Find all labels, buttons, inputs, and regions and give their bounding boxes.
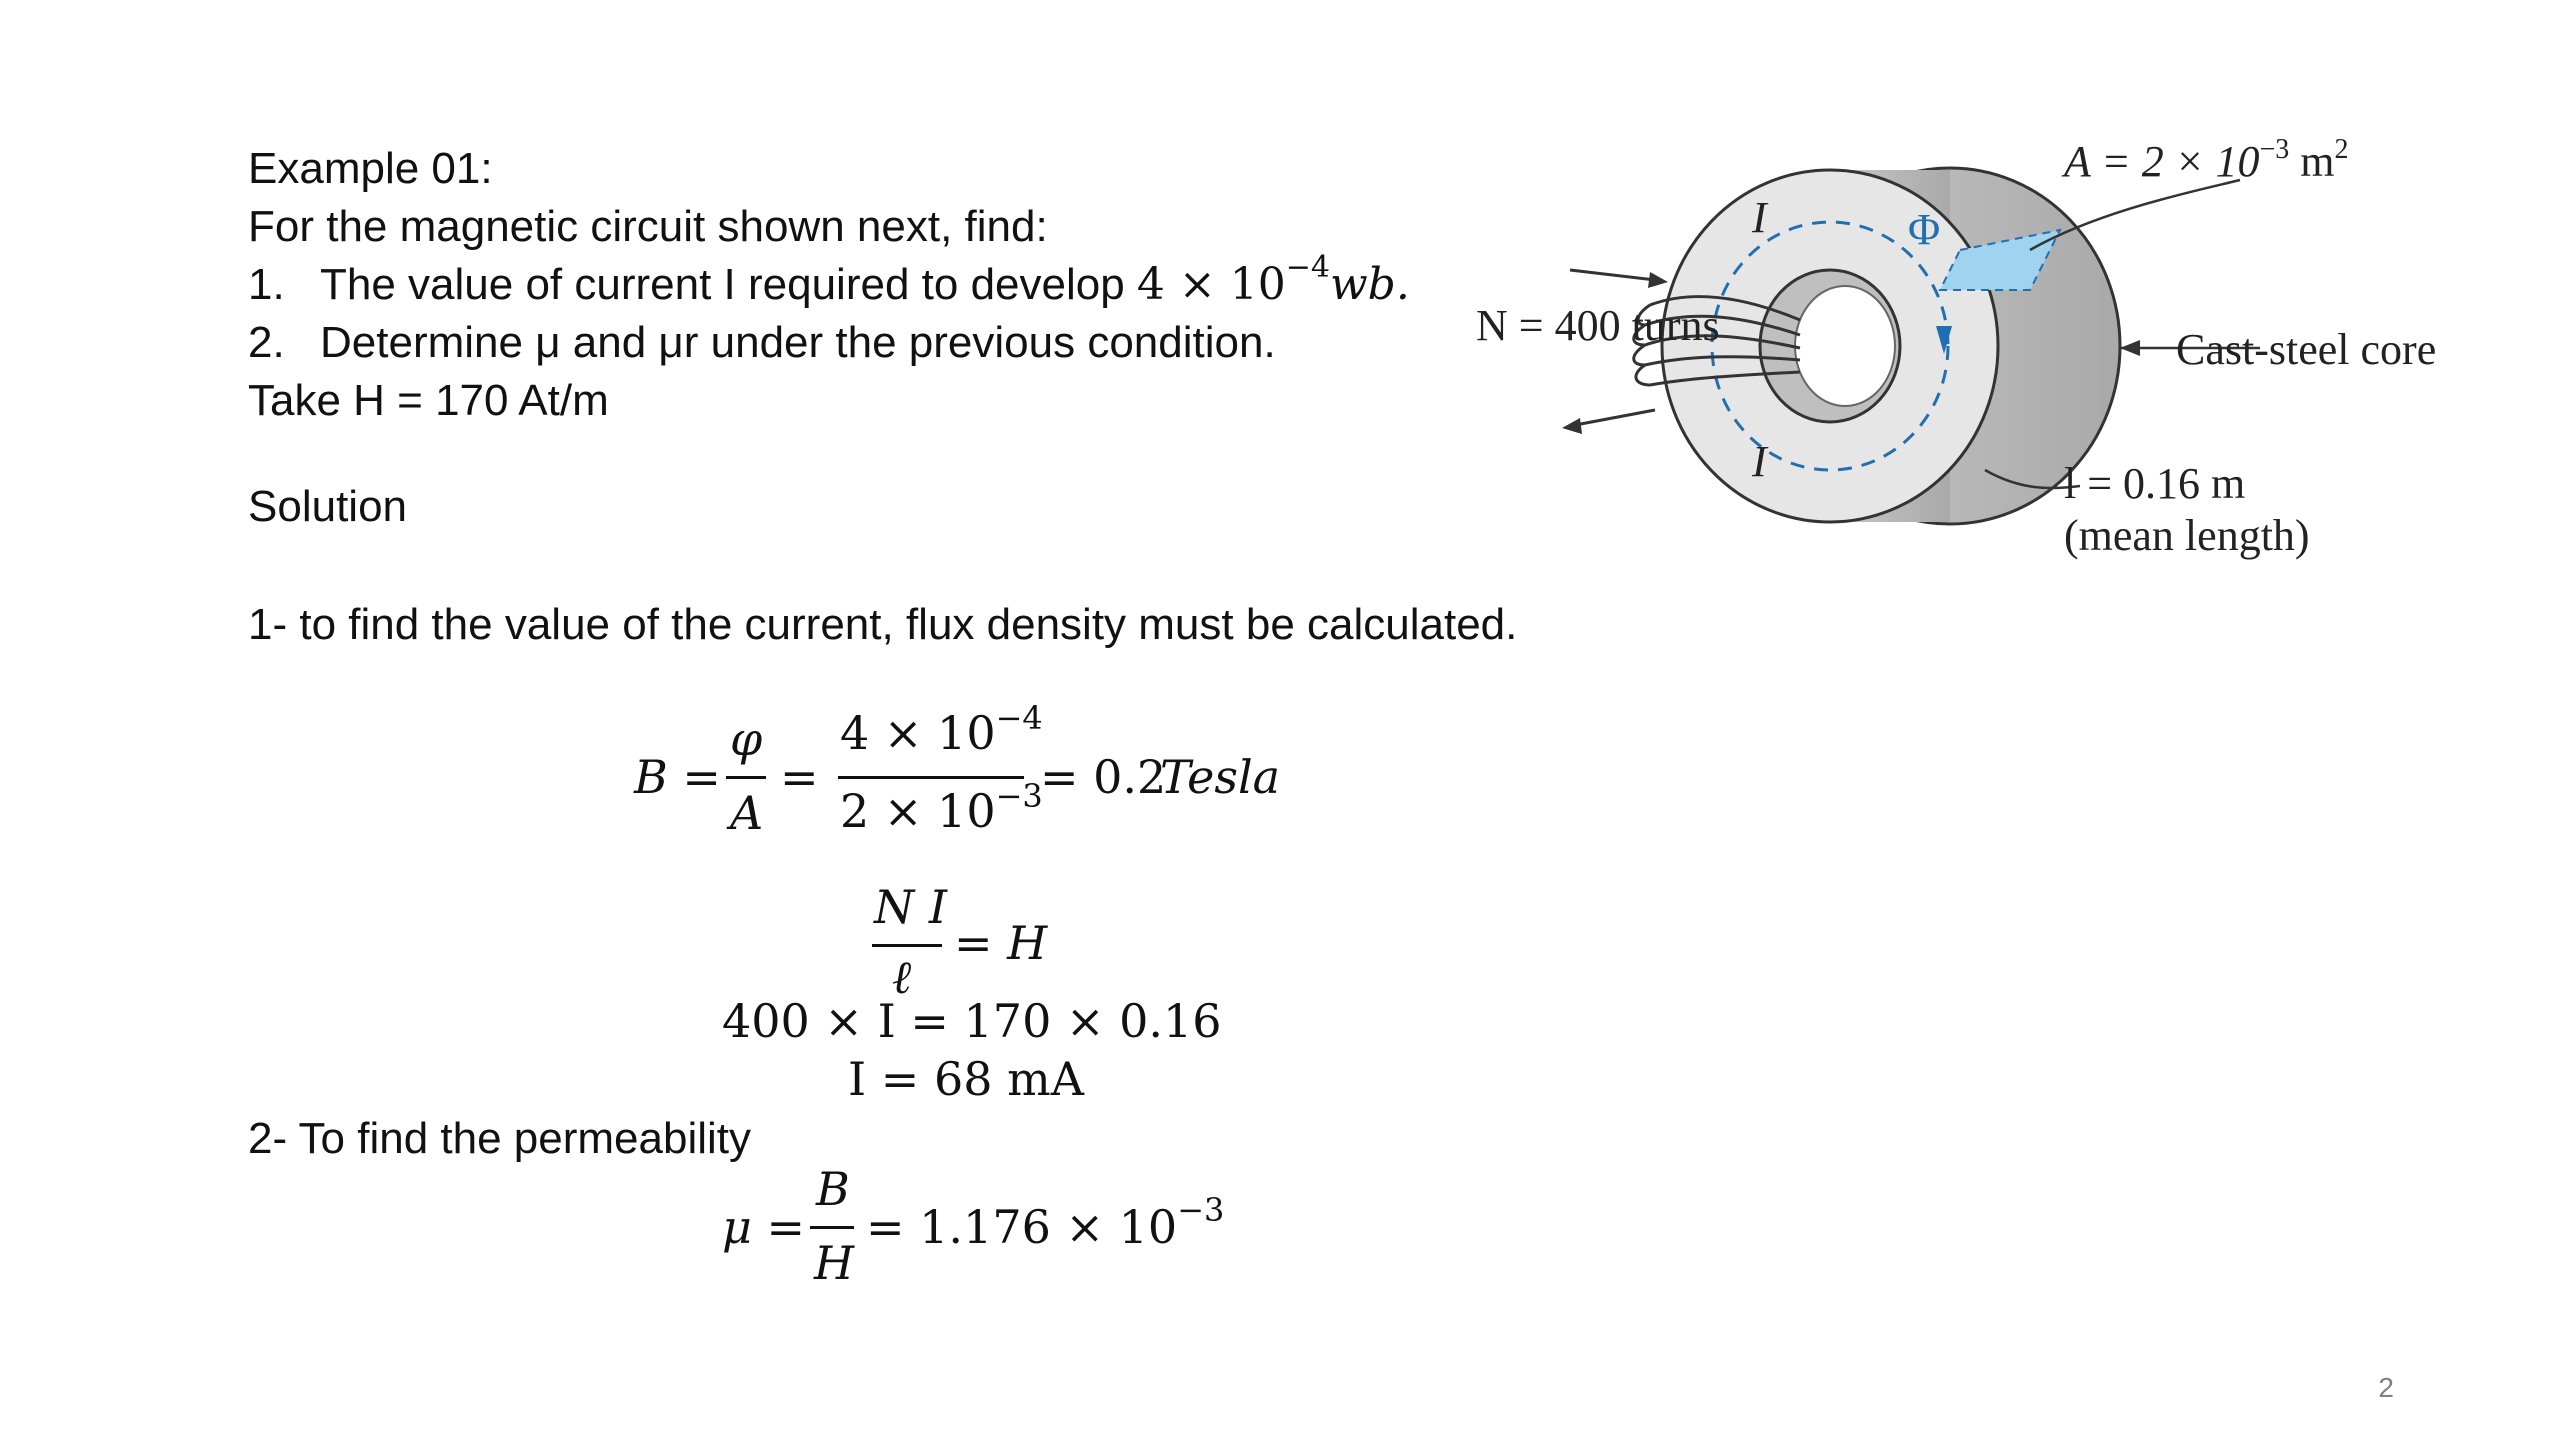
eq-b-equals: = <box>780 750 819 804</box>
eq-mu-lhs: μ = <box>722 1200 806 1254</box>
eq-h-rhs: = H <box>954 916 1048 970</box>
eq-b-numerator: $4 \times 10^{-4}$ <box>840 699 1043 760</box>
step-2-text: 2- To find the permeability <box>248 1114 752 1163</box>
item-number: 2. <box>248 318 285 367</box>
question-item-2 <box>248 314 1276 372</box>
core-label: Cast-steel core <box>2176 325 2437 374</box>
flux-unit: wb. <box>1329 259 1410 310</box>
eq-b-lhs: B = <box>634 750 721 804</box>
current-label-top: I <box>1752 193 1767 242</box>
eq-mu-denominator: H <box>814 1236 855 1290</box>
solution-heading: Solution <box>248 482 408 531</box>
eq-h-numerator: N I <box>874 880 948 934</box>
eq-b-denominator: $2 \times 10^{-3}$ <box>840 777 1043 838</box>
area-label: $A = 2 \times 10^{-3}$ $m^2$ <box>2064 134 2349 186</box>
flux-label: Φ <box>1908 205 1941 254</box>
eq-mu-rhs: = $1.176 \times 10^{-3}$ <box>866 1191 1225 1254</box>
flux-exponent: −4 <box>1285 250 1330 285</box>
given-h: Take H = 170 At/m <box>248 376 609 425</box>
eq-b-result: = 0.2 <box>1040 750 1167 804</box>
example-heading: Example 01: <box>248 144 493 193</box>
problem-intro: For the magnetic circuit shown next, find: <box>248 202 1048 251</box>
eq-b-area: A <box>730 786 764 840</box>
item-number: 1. <box>248 260 285 309</box>
current-result: I = 68 mA <box>848 1052 1084 1106</box>
length-label: l = 0.16 m <box>2064 459 2246 508</box>
item-text: The value of current I required to develop <box>320 260 1137 309</box>
ni-equation: 400 × I = 170 × 0.16 <box>722 994 1222 1048</box>
item-text: Determine μ and μr under the previous condition. <box>320 318 1276 367</box>
eq-b-phi: φ <box>730 712 763 766</box>
question-item-1 <box>248 250 1410 319</box>
eq-mu-numerator: B <box>816 1162 850 1216</box>
step-1-text: 1- to find the value of the current, flux density must be calculated. <box>248 600 1518 649</box>
page-number: 2 <box>2378 1372 2394 1403</box>
current-label-bottom: I <box>1752 437 1767 486</box>
eq-b-unit: Tesla <box>1160 750 1281 804</box>
eq-h-denominator: ℓ <box>892 950 912 1004</box>
turns-label: N = 400 turns <box>1476 301 1720 350</box>
length-note: (mean length) <box>2064 511 2310 560</box>
flux-value: 4 × 10 <box>1136 259 1286 310</box>
